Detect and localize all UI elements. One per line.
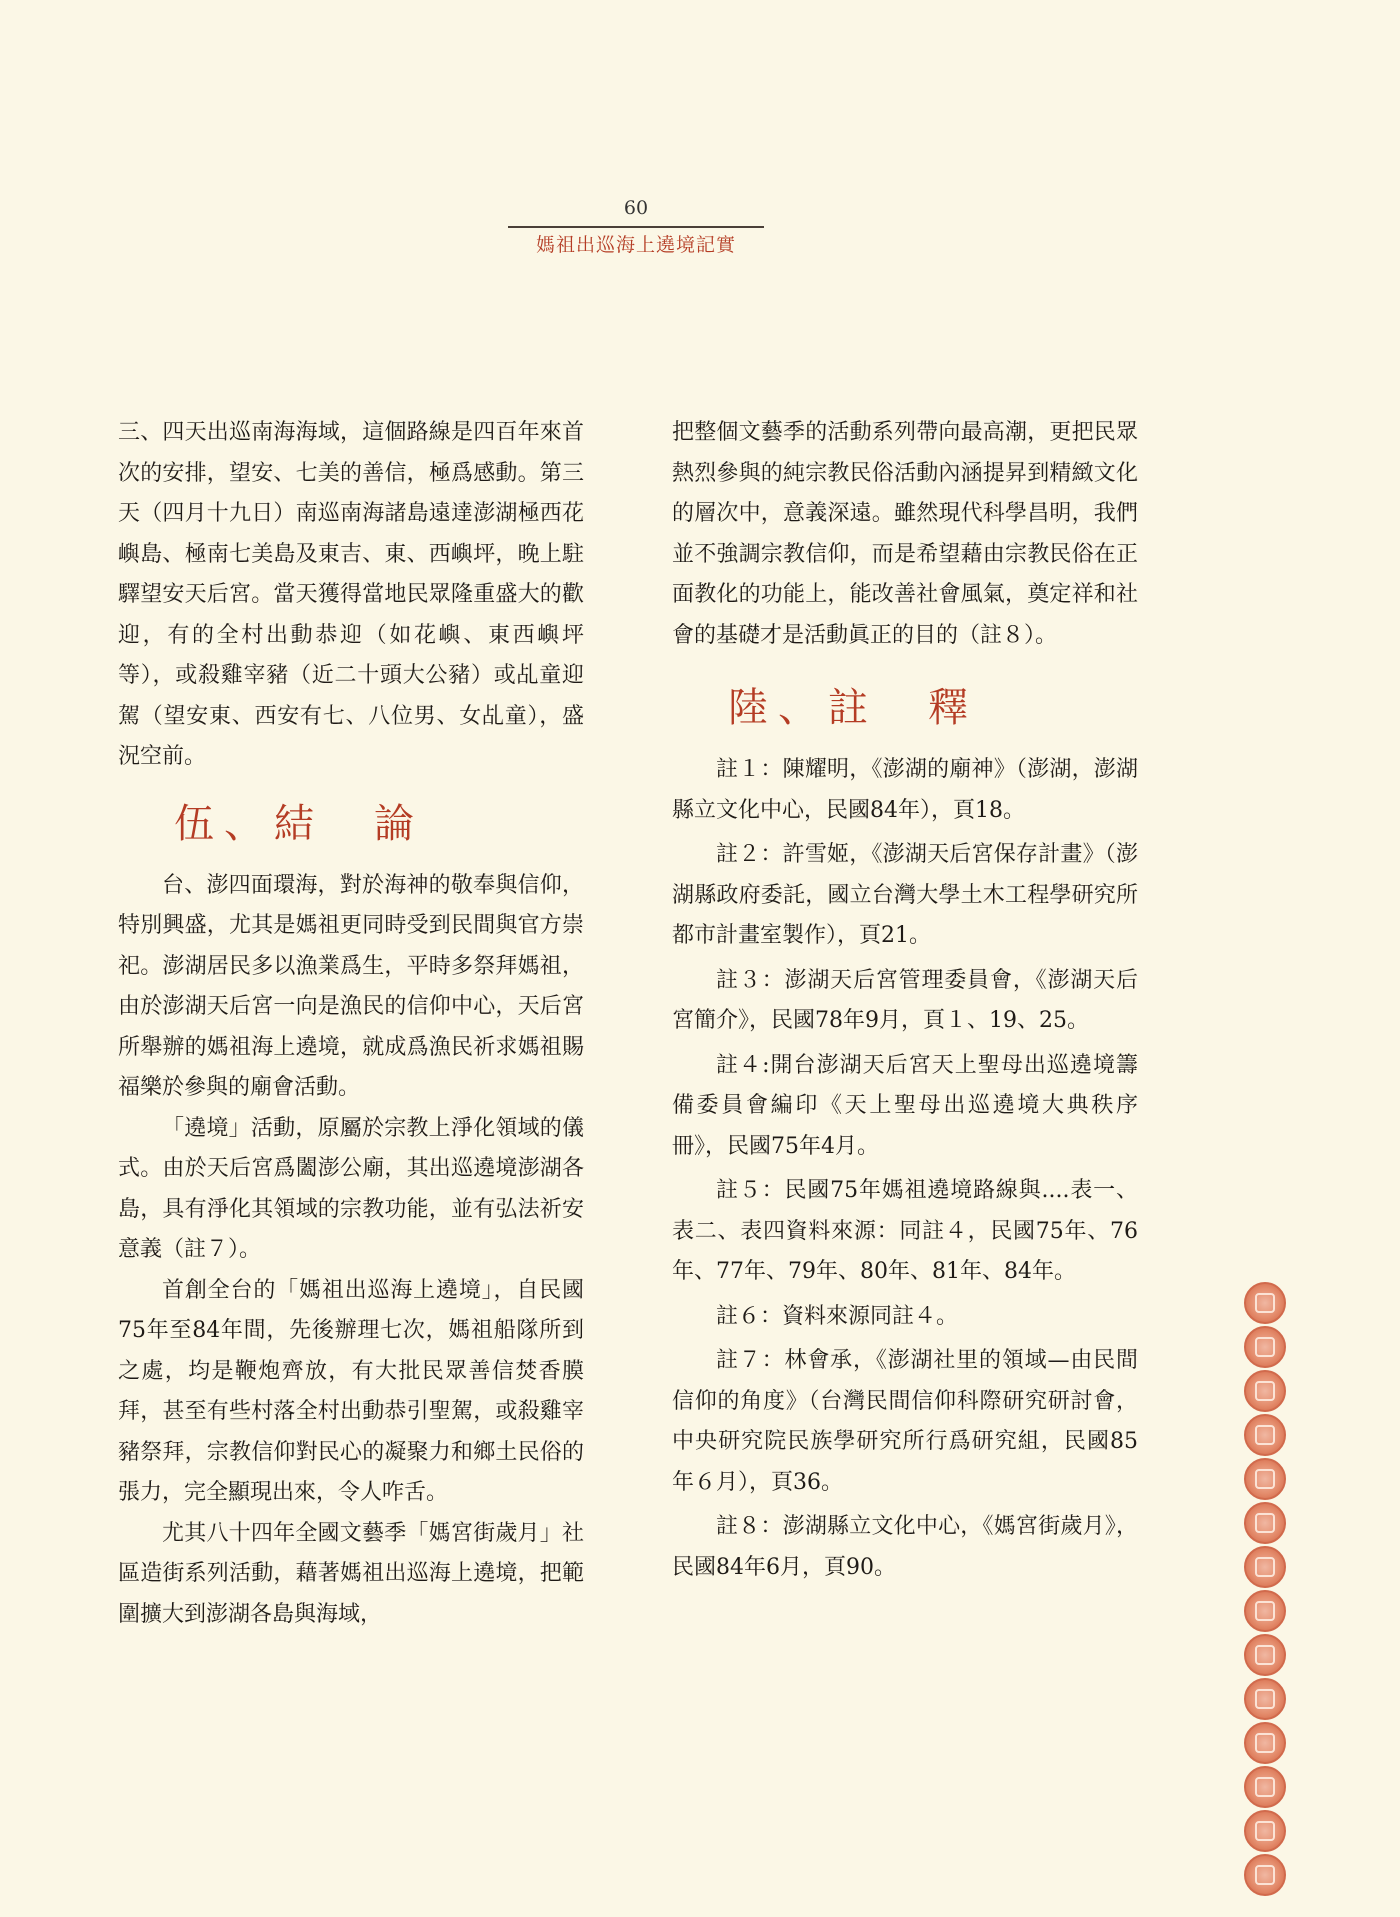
footnote: 註２：許雪姬，《澎湖天后宮保存計畫》（澎湖縣政府委託，國立台灣大學土木工程學研究所都市計畫室製作），頁21。 <box>672 842 1138 948</box>
page-header <box>508 196 764 258</box>
seal-stamp-icon <box>1244 1282 1286 1324</box>
body-paragraph: 台、澎四面環海，對於海神的敬奉與信仰，特別興盛，尤其是媽祖更同時受到民間與官方崇祀。澎湖居民多以漁業爲生，平時多祭拜媽祖，由於澎湖天后宮一向是漁民的信仰中心，天后宮所舉辦的媽祖海上遶境，就成爲漁民祈求媽祖賜福樂於參與的廟會活動。 <box>118 872 584 1100</box>
left-column <box>118 413 584 1635</box>
right-column <box>672 413 1138 1592</box>
seal-stamp-icon <box>1244 1766 1286 1808</box>
seal-stamp-icon <box>1244 1546 1286 1588</box>
seal-stamp-icon <box>1244 1634 1286 1676</box>
seal-stamp-icon <box>1244 1678 1286 1720</box>
footnote: 註１：陳耀明，《澎湖的廟神》（澎湖，澎湖縣立文化中心，民國84年），頁18。 <box>672 757 1138 823</box>
seal-stamp-icon <box>1244 1458 1286 1500</box>
intro-paragraph: 三、四天出巡南海海域，這個路線是四百年來首次的安排，望安、七美的善信，極爲感動。第三天（四月十九日）南巡南海諸島遠達澎湖極西花嶼島、極南七美島及東吉、東、西嶼坪，晚上駐驛望安天后宮。當天獲得當地民眾隆重盛大的歡迎，有的全村出動恭迎（如花嶼、東西嶼坪等），或殺雞宰豬（近二十頭大公豬）或乩童迎駕（望安東、西安有七、八位男、女乩童），盛況空前。 <box>118 420 584 769</box>
seal-stamp-icon <box>1244 1370 1286 1412</box>
body-paragraph: 尤其八十四年全國文藝季「媽宮街歲月」社區造街系列活動，藉著媽祖出巡海上遶境，把範圍擴大到澎湖各島與海域， <box>118 1520 584 1627</box>
seal-stamp-icon <box>1244 1590 1286 1632</box>
seal-stamp-icon <box>1244 1722 1286 1764</box>
body-paragraph: 首創全台的「媽祖出巡海上遶境」，自民國75年至84年間，先後辦理七次，媽祖船隊所到之處，均是鞭炮齊放，有大批民眾善信焚香膜拜，甚至有些村落全村出動恭引聖駕，或殺雞宰豬祭拜，宗教信仰對民心的凝聚力和鄉土民俗的張力，完全顯現出來，令人咋舌。 <box>118 1277 584 1505</box>
continuation-paragraph: 把整個文藝季的活動系列帶向最高潮，更把民眾熱烈參與的純宗教民俗活動內涵提昇到精緻文化的層次中，意義深遠。雖然現代科學昌明，我們並不強調宗教信仰，而是希望藉由宗教民俗在正面教化的功能上，能改善社會風氣，奠定祥和社會的基礎才是活動眞正的目的（註８）。 <box>672 420 1138 648</box>
section-heading-conclusion: 伍、結 論 <box>174 800 424 847</box>
seal-stamp-icon <box>1244 1854 1286 1896</box>
section-heading-notes: 陸、註 釋 <box>728 685 978 731</box>
seal-stamp-icon <box>1244 1502 1286 1544</box>
footnote: 註５：民國75年媽祖遶境路線與....表一、表二、表四資料來源：同註４，民國75年、76年、77年、79年、80年、81年、84年。 <box>672 1178 1138 1284</box>
header-rule <box>508 226 764 228</box>
seal-stamp-icon <box>1244 1414 1286 1456</box>
footnote: 註７：林會承，《澎湖社里的領域—由民間信仰的角度》（台灣民間信仰科際研究研討會，中央研究院民族學研究所行爲研究組，民國85年６月），頁36。 <box>672 1348 1138 1495</box>
footnote: 註６：資料來源同註４。 <box>716 1303 959 1329</box>
footnote: 註３：澎湖天后宮管理委員會，《澎湖天后宮簡介》，民國78年9月，頁１、19、25。 <box>672 967 1138 1033</box>
seal-stamp-icon <box>1244 1810 1286 1852</box>
seal-stamp-icon <box>1244 1326 1286 1368</box>
footnote: 註８：澎湖縣立文化中心，《媽宮街歲月》，民國84年6月，頁90。 <box>672 1514 1138 1580</box>
footnote: 註４:開台澎湖天后宮天上聖母出巡遶境籌備委員會編印《天上聖母出巡遶境大典秩序冊》，民國75年4月。 <box>672 1052 1138 1159</box>
running-title: 媽祖出巡海上遶境記實 <box>535 234 736 256</box>
seal-border-decoration <box>1244 1282 1288 1898</box>
page-number: 60 <box>623 197 649 219</box>
body-paragraph: 「遶境」活動，原屬於宗教上淨化領域的儀式。由於天后宮爲闔澎公廟，其出巡遶境澎湖各島，具有淨化其領域的宗教功能，並有弘法祈安意義（註７）。 <box>118 1115 584 1262</box>
